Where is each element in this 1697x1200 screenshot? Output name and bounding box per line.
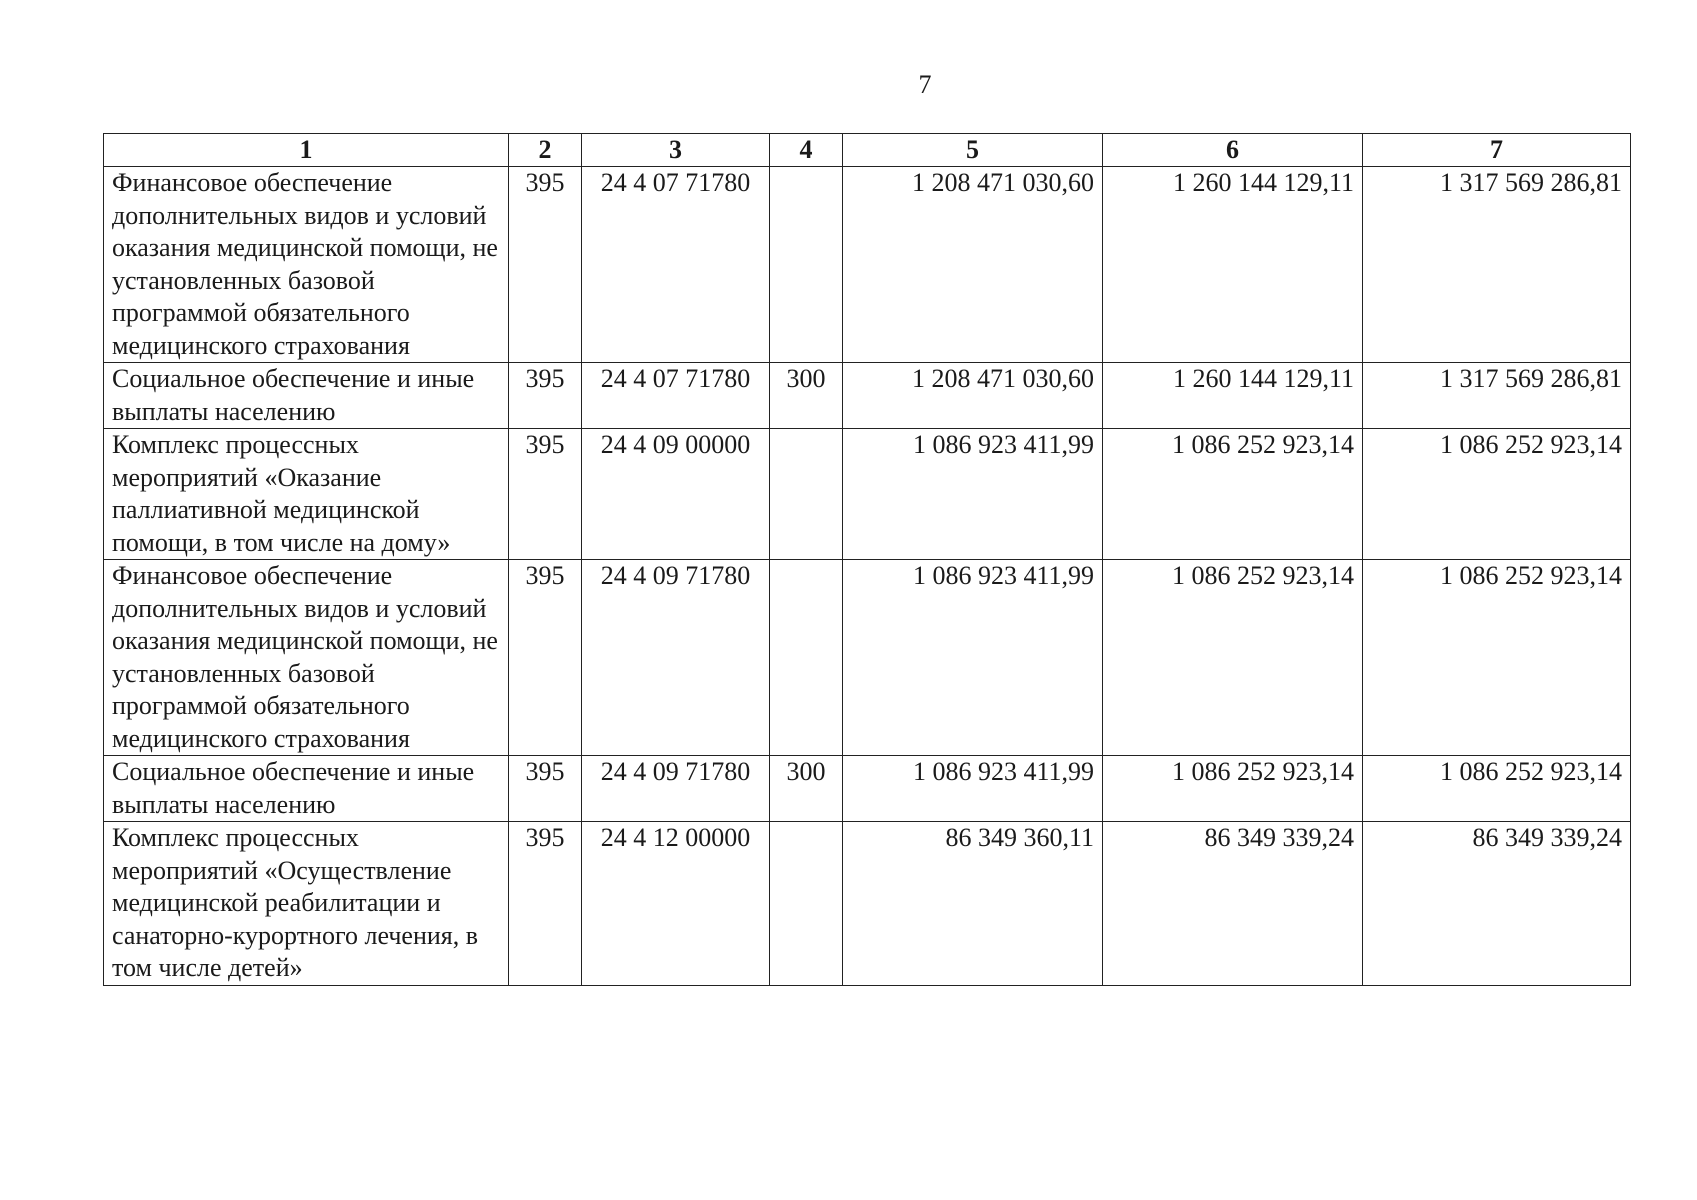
table-row — [104, 167, 1631, 363]
row-name-cell: Комплекс процессных мероприятий «Осуществление медицинской реабилитации и санаторно-курортного лечения, в том числе детей» — [104, 822, 509, 986]
expense-type-cell — [770, 560, 843, 756]
expense-type-cell: 300 — [770, 363, 843, 429]
target-article-cell: 24 4 09 71780 — [582, 560, 770, 756]
column-header-4: 4 — [770, 134, 843, 167]
expense-type-cell — [770, 429, 843, 560]
amount-cell-6: 1 086 252 923,14 — [1103, 560, 1363, 756]
ved-cell: 395 — [509, 822, 582, 986]
amount-cell-7: 1 086 252 923,14 — [1363, 560, 1631, 756]
target-article-cell: 24 4 09 71780 — [582, 756, 770, 822]
amount-cell-6: 1 260 144 129,11 — [1103, 363, 1363, 429]
amount-cell-5: 1 086 923 411,99 — [843, 429, 1103, 560]
ved-cell: 395 — [509, 167, 582, 363]
amount-cell-6: 1 086 252 923,14 — [1103, 429, 1363, 560]
expense-type-cell — [770, 822, 843, 986]
table-row — [104, 822, 1631, 986]
row-name-cell: Финансовое обеспечение дополнительных видов и условий оказания медицинской помощи, не установленных базовой программой обязательного медицинского страхования — [104, 560, 509, 756]
target-article-cell: 24 4 07 71780 — [582, 167, 770, 363]
expense-type-cell: 300 — [770, 756, 843, 822]
ved-cell: 395 — [509, 429, 582, 560]
column-header-3: 3 — [582, 134, 770, 167]
target-article-cell: 24 4 07 71780 — [582, 363, 770, 429]
table-row — [104, 429, 1631, 560]
table-row — [104, 756, 1631, 822]
budget-table — [103, 133, 1631, 986]
target-article-cell: 24 4 09 00000 — [582, 429, 770, 560]
column-header-7: 7 — [1363, 134, 1631, 167]
amount-cell-7: 1 317 569 286,81 — [1363, 363, 1631, 429]
row-name-cell: Финансовое обеспечение дополнительных видов и условий оказания медицинской помощи, не установленных базовой программой обязательного медицинского страхования — [104, 167, 509, 363]
column-header-5: 5 — [843, 134, 1103, 167]
row-name-cell: Комплекс процессных мероприятий «Оказание паллиативной медицинской помощи, в том числе на дому» — [104, 429, 509, 560]
row-name-cell: Социальное обеспечение и иные выплаты населению — [104, 363, 509, 429]
column-header-1: 1 — [104, 134, 509, 167]
amount-cell-7: 1 086 252 923,14 — [1363, 756, 1631, 822]
amount-cell-7: 1 086 252 923,14 — [1363, 429, 1631, 560]
table-row — [104, 363, 1631, 429]
amount-cell-7: 1 317 569 286,81 — [1363, 167, 1631, 363]
amount-cell-7: 86 349 339,24 — [1363, 822, 1631, 986]
column-header-6: 6 — [1103, 134, 1363, 167]
table-row — [104, 560, 1631, 756]
amount-cell-6: 86 349 339,24 — [1103, 822, 1363, 986]
amount-cell-5: 86 349 360,11 — [843, 822, 1103, 986]
amount-cell-5: 1 086 923 411,99 — [843, 756, 1103, 822]
ved-cell: 395 — [509, 560, 582, 756]
ved-cell: 395 — [509, 756, 582, 822]
table-header-row — [104, 134, 1631, 167]
amount-cell-6: 1 086 252 923,14 — [1103, 756, 1363, 822]
column-header-2: 2 — [509, 134, 582, 167]
amount-cell-6: 1 260 144 129,11 — [1103, 167, 1363, 363]
amount-cell-5: 1 086 923 411,99 — [843, 560, 1103, 756]
target-article-cell: 24 4 12 00000 — [582, 822, 770, 986]
row-name-cell: Социальное обеспечение и иные выплаты населению — [104, 756, 509, 822]
amount-cell-5: 1 208 471 030,60 — [843, 167, 1103, 363]
amount-cell-5: 1 208 471 030,60 — [843, 363, 1103, 429]
expense-type-cell — [770, 167, 843, 363]
ved-cell: 395 — [509, 363, 582, 429]
page-number: 7 — [918, 70, 932, 99]
